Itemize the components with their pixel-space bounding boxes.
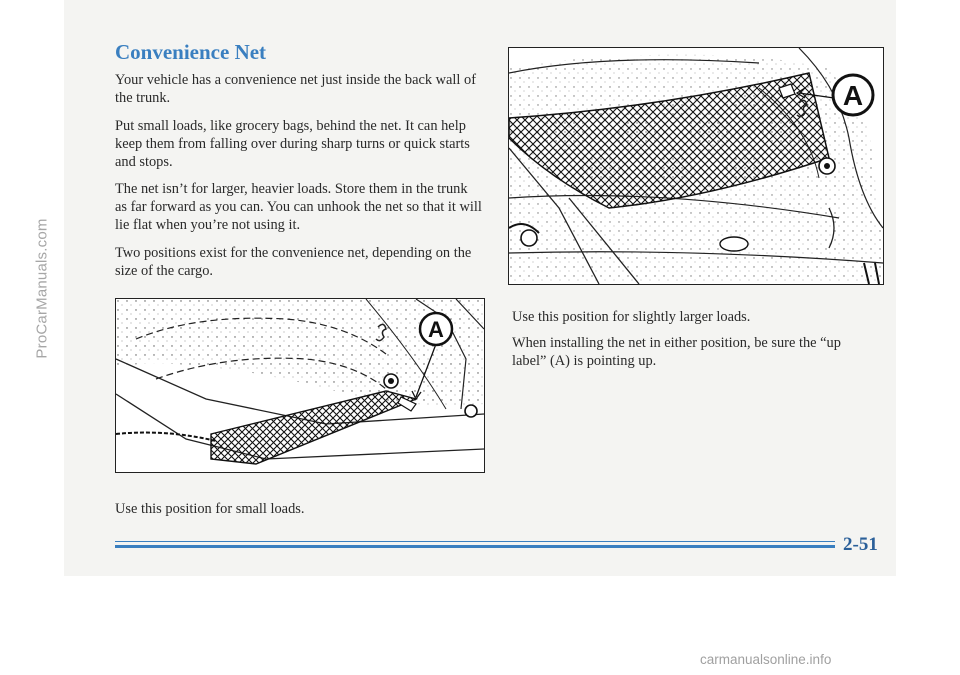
bottom-watermark: carmanualsonline.info xyxy=(700,652,832,667)
trunk-illustration-large xyxy=(509,48,883,284)
figure-small-loads xyxy=(115,298,485,473)
footer-rule xyxy=(115,541,835,553)
paragraph-heavy-loads: The net isn’t for larger, heavier loads. Store them in the trunk as far forward as you can. You can unhook the net so that it will lie flat when you’re not using it. xyxy=(115,181,482,233)
footer-rule-thin xyxy=(115,541,835,542)
page-number: 2-51 xyxy=(843,534,878,555)
paragraph-positions: Two positions exist for the convenience net, depending on the size of the cargo. xyxy=(115,245,472,279)
paragraph-intro: Your vehicle has a convenience net just inside the back wall of the trunk. xyxy=(115,72,476,106)
section-heading: Convenience Net xyxy=(115,40,267,64)
side-watermark-text: ProCarManuals.com xyxy=(33,217,51,359)
callout-a-label: A xyxy=(842,80,864,111)
figure-larger-loads xyxy=(508,47,884,285)
caption-install-note: When installing the net in either position, be sure the “up label” (A) is pointing up. xyxy=(512,335,841,369)
caption-small-loads: Use this position for small loads. xyxy=(115,501,305,517)
caption-larger-loads: Use this position for slightly larger loads. xyxy=(512,309,751,325)
paragraph-small-loads: Put small loads, like grocery bags, behind the net. It can help keep them from falling over during sharp turns or quick starts and stops. xyxy=(115,118,470,170)
footer-rule-thick xyxy=(115,545,835,548)
trunk-illustration-small xyxy=(116,299,484,472)
callout-a-label: A xyxy=(428,317,444,342)
side-watermark xyxy=(30,0,54,576)
